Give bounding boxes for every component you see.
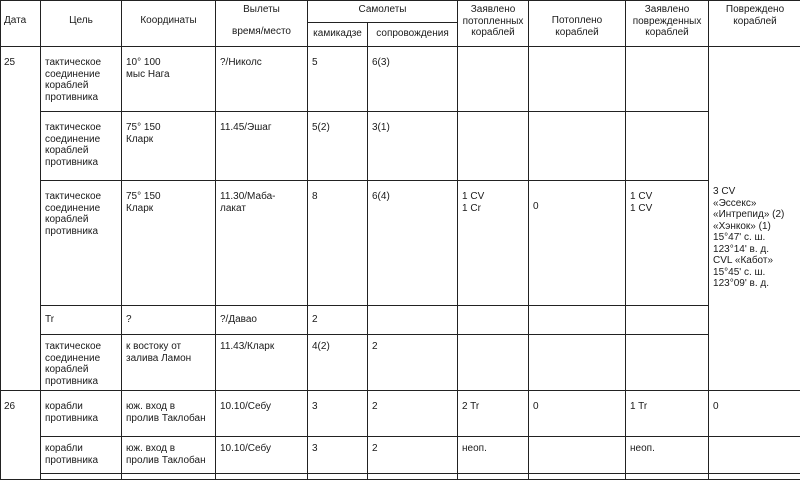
escort-cell: 6(3): [368, 47, 458, 112]
sortie-cell: 10.10/Себу: [216, 437, 308, 474]
claimed-damaged-cell: неоп.: [626, 437, 709, 474]
kamikaze-cell: 2: [308, 306, 368, 335]
target-cell: тактическое соединение кораблей противника: [41, 335, 122, 391]
sunk-cell: 0: [529, 181, 626, 306]
target-cell: тактическое соединение кораблей противника: [41, 181, 122, 306]
sortie-cell: ?/Николс: [216, 47, 308, 112]
escort-cell: 2: [368, 335, 458, 391]
escort-cell: 3(1): [368, 112, 458, 181]
header-planes: Самолеты: [308, 1, 458, 23]
empty-cell: [308, 474, 368, 480]
kamikaze-cell: 8: [308, 181, 368, 306]
header-sorties-subtitle: время/место: [232, 25, 291, 37]
kamikaze-cell: 5: [308, 47, 368, 112]
claimed-sunk-cell: [458, 335, 529, 391]
empty-cell: [626, 474, 709, 480]
escort-cell: [368, 306, 458, 335]
coords-cell: 10° 100 мыс Нага: [122, 47, 216, 112]
header-row-top: [1, 1, 800, 23]
sortie-cell: 11.30/Маба- лакат: [216, 181, 308, 306]
damaged-cell: 3 CV «Эссекс» «Интрепид» (2) «Хэнкок» (1) 15°47' с. ш. 123°14' в. д. CVL «Кабот» 15°45' с. ш. 123°09' в. д.: [709, 47, 800, 391]
kamikaze-cell: 4(2): [308, 335, 368, 391]
empty-cell: [216, 474, 308, 480]
header-escort: сопровождения: [368, 23, 458, 47]
empty-cell: [122, 474, 216, 480]
claimed-sunk-cell: неоп.: [458, 437, 529, 474]
claimed-damaged-cell: [626, 306, 709, 335]
table-row: [1, 306, 800, 335]
table-row: [1, 112, 800, 181]
sunk-cell: 0: [529, 391, 626, 437]
damaged-cell: [709, 437, 800, 474]
kamikaze-cell: 3: [308, 391, 368, 437]
empty-cell: [458, 474, 529, 480]
claimed-damaged-cell: [626, 47, 709, 112]
date-cell: 26: [1, 391, 41, 480]
coords-cell: юж. вход в пролив Таклобан: [122, 391, 216, 437]
table-row: [1, 47, 800, 112]
sortie-cell: 10.10/Себу: [216, 391, 308, 437]
claimed-damaged-cell: [626, 335, 709, 391]
target-cell: корабли противника: [41, 437, 122, 474]
coords-cell: к востоку от залива Ламон: [122, 335, 216, 391]
header-damaged: Повреждено кораблей: [709, 1, 800, 47]
header-sorties-title: Вылеты: [243, 4, 280, 15]
claimed-damaged-cell: [626, 112, 709, 181]
damaged-cell: 0: [709, 391, 800, 437]
target-cell: Tr: [41, 306, 122, 335]
claimed-sunk-cell: [458, 112, 529, 181]
header-sorties: [216, 1, 308, 47]
table-row: [1, 391, 800, 437]
escort-cell: 2: [368, 391, 458, 437]
target-cell: тактическое соединение кораблей противника: [41, 47, 122, 112]
sunk-cell: [529, 335, 626, 391]
sunk-cell: [529, 306, 626, 335]
kamikaze-cell: 3: [308, 437, 368, 474]
coords-cell: юж. вход в пролив Таклобан: [122, 437, 216, 474]
empty-cell: [709, 474, 800, 480]
target-cell: корабли противника: [41, 391, 122, 437]
header-claimed-sunk: Заявлено потопленных кораблей: [458, 1, 529, 47]
escort-cell: 2: [368, 437, 458, 474]
table-row: [1, 335, 800, 391]
claimed-damaged-cell: 1 CV 1 CV: [626, 181, 709, 306]
sortie-cell: ?/Давао: [216, 306, 308, 335]
sunk-cell: [529, 47, 626, 112]
escort-cell: 6(4): [368, 181, 458, 306]
empty-cell: [41, 474, 122, 480]
header-coordinates: Координаты: [122, 1, 216, 47]
coords-cell: ?: [122, 306, 216, 335]
claimed-damaged-cell: 1 Tr: [626, 391, 709, 437]
header-target: Цель: [41, 1, 122, 47]
table-row-cutoff: [1, 474, 800, 480]
header-date: Дата: [1, 1, 41, 47]
target-cell: тактическое соединение кораблей противника: [41, 112, 122, 181]
sortie-cell: 11.43/Кларк: [216, 335, 308, 391]
claimed-sunk-cell: [458, 306, 529, 335]
table-row: [1, 181, 800, 306]
claimed-sunk-cell: [458, 47, 529, 112]
sunk-cell: [529, 112, 626, 181]
coords-cell: 75° 150 Кларк: [122, 181, 216, 306]
table-row: [1, 437, 800, 474]
kamikaze-cell: 5(2): [308, 112, 368, 181]
header-claimed-damaged: Заявлено поврежденных кораблей: [626, 1, 709, 47]
claimed-sunk-cell: 1 CV 1 Cr: [458, 181, 529, 306]
sortie-cell: 11.45/Эшаг: [216, 112, 308, 181]
claimed-sunk-cell: 2 Tr: [458, 391, 529, 437]
date-cell: 25: [1, 47, 41, 391]
coords-cell: 75° 150 Кларк: [122, 112, 216, 181]
empty-cell: [529, 474, 626, 480]
empty-cell: [368, 474, 458, 480]
sunk-cell: [529, 437, 626, 474]
header-sunk: Потоплено кораблей: [529, 1, 626, 47]
header-kamikaze: камикадзе: [308, 23, 368, 47]
